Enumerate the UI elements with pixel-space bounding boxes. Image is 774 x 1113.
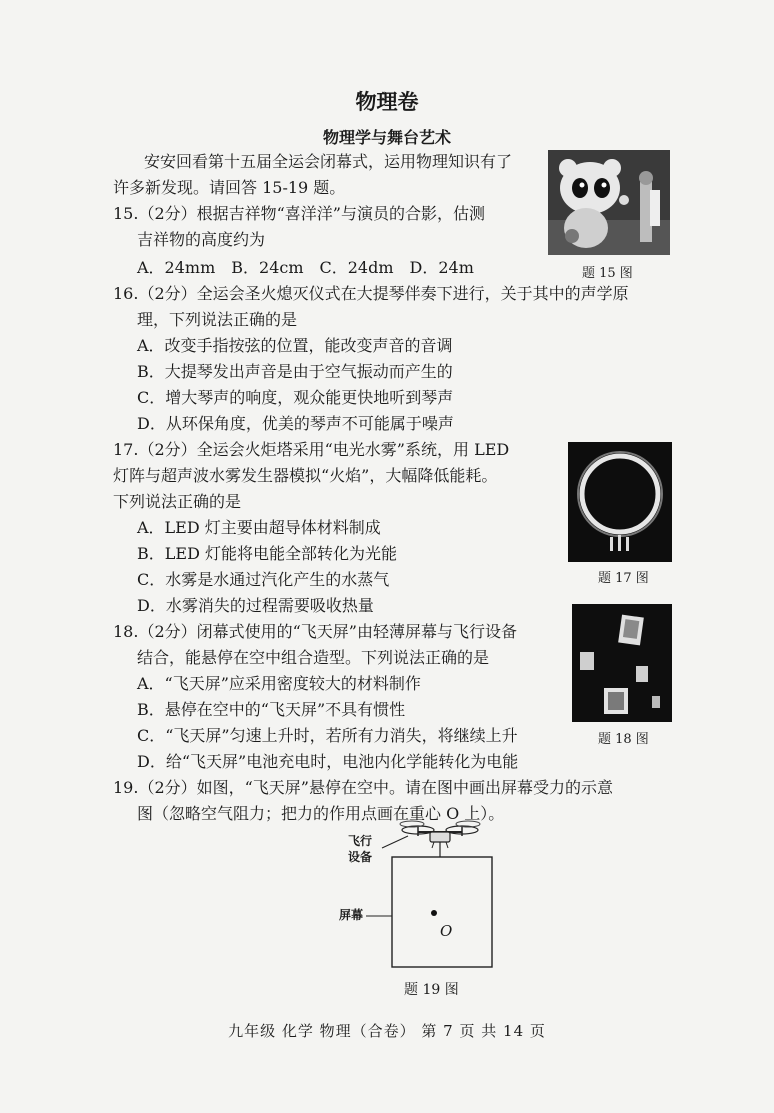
flying-screens-icon	[572, 604, 672, 722]
q16-option-b: B．大提琴发出声音是由于空气振动而产生的	[137, 362, 453, 381]
q19-label-device-2: 设备	[348, 850, 373, 864]
q18-photo	[572, 604, 672, 722]
q19-label-screen: 屏幕	[339, 908, 364, 922]
q17-option-a: A．LED 灯主要由超导体材料制成	[137, 518, 381, 537]
q15-stem-1: 15.（2分）根据吉祥物“喜洋洋”与演员的合影，估测	[113, 204, 485, 223]
q19-diagram	[360, 812, 500, 974]
mascot-photo-icon	[548, 150, 670, 255]
q17-option-c: C．水雾是水通过汽化产生的水蒸气	[137, 570, 390, 589]
device-leader-line	[382, 836, 408, 848]
q15-figure-caption: 题 15 图	[582, 266, 633, 281]
q15-options: A．24mm B．24cm C．24dm D．24m	[137, 258, 474, 277]
q18-figure-caption: 题 18 图	[598, 732, 649, 747]
q19-label-device-1: 飞行	[348, 834, 373, 848]
q15-stem-2: 吉祥物的高度约为	[137, 230, 266, 249]
center-of-gravity-point	[431, 910, 437, 916]
torch-ring-icon	[568, 442, 672, 562]
q18-option-b: B．悬停在空中的“飞天屏”不具有惯性	[137, 700, 406, 719]
q18-option-a: A．“飞天屏”应采用密度较大的材料制作	[137, 674, 421, 693]
q16-stem-1: 16.（2分）全运会圣火熄灭仪式在大提琴伴奏下进行，关于其中的声学原	[113, 284, 629, 303]
q17-photo	[568, 442, 672, 562]
q18-stem-1: 18.（2分）闭幕式使用的“飞天屏”由轻薄屏幕与飞行设备	[113, 622, 517, 641]
q17-option-b: B．LED 灯能将电能全部转化为光能	[137, 544, 397, 563]
q16-stem-2: 理，下列说法正确的是	[137, 310, 298, 329]
page-footer: 九年级 化学 物理（合卷） 第 7 页 共 14 页	[228, 1022, 546, 1040]
q16-option-a: A．改变手指按弦的位置，能改变声音的音调	[137, 336, 453, 355]
section-title: 物理学与舞台艺术	[322, 128, 451, 147]
q19-figure-caption: 题 19 图	[404, 982, 459, 998]
q18-stem-2: 结合，能悬停在空中组合造型。下列说法正确的是	[137, 648, 490, 667]
q17-option-d: D．水雾消失的过程需要吸收热量	[137, 596, 374, 615]
q15-photo	[548, 150, 670, 255]
q18-option-d: D．给“飞天屏”电池充电时，电池内化学能转化为电能	[137, 752, 519, 771]
q17-stem-3: 下列说法正确的是	[113, 492, 242, 511]
intro-line-1: 安安回看第十五届全运会闭幕式，运用物理知识有了	[144, 152, 513, 171]
q16-option-c: C．增大琴声的响度，观众能更快地听到琴声	[137, 388, 454, 407]
q17-stem-1: 17.（2分）全运会火炬塔采用“电光水雾”系统，用 LED	[113, 440, 510, 459]
q19-label-center: O	[440, 922, 453, 940]
screen-rectangle	[392, 857, 492, 967]
q19-stem-2: 图（忽略空气阻力；把力的作用点画在重心 O 上）。	[137, 804, 505, 823]
q17-figure-caption: 题 17 图	[598, 571, 649, 586]
q19-stem-1: 19.（2分）如图，“飞天屏”悬停在空中。请在图中画出屏幕受力的示意	[113, 778, 613, 797]
q17-stem-2: 灯阵与超声波水雾发生器模拟“火焰”，大幅降低能耗。	[113, 466, 498, 485]
intro-line-2: 许多新发现。请回答 15-19 题。	[113, 178, 346, 197]
q18-option-c: C．“飞天屏”匀速上升时，若所有力消失，将继续上升	[137, 726, 518, 745]
q16-option-d: D．从环保角度，优美的琴声不可能属于噪声	[137, 414, 454, 433]
page-title: 物理卷	[355, 89, 419, 114]
